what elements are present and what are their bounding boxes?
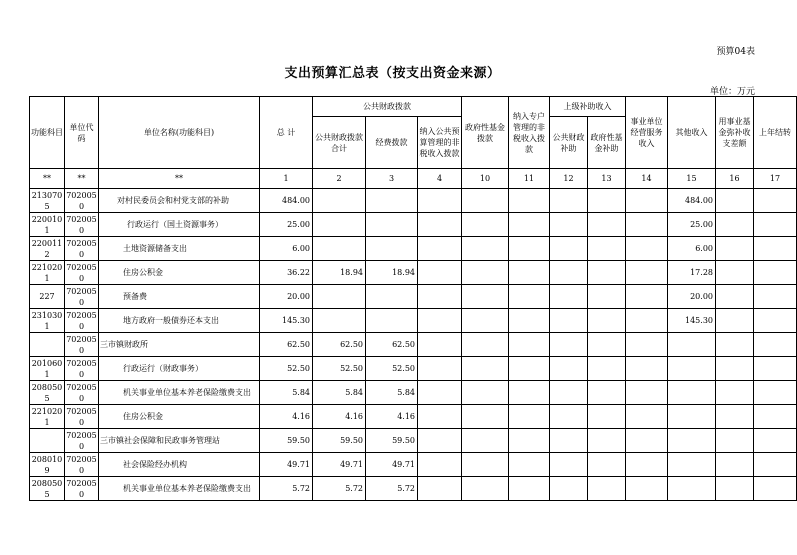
index-cell: 2 (313, 169, 366, 189)
regular-cell: 59.50 (366, 429, 418, 453)
empty-cell (509, 285, 550, 309)
empty-cell (550, 333, 588, 357)
empty-cell (418, 477, 462, 501)
total-cell: 52.50 (260, 357, 313, 381)
other-income-cell (668, 477, 716, 501)
other-income-cell (668, 333, 716, 357)
empty-cell (462, 261, 509, 285)
empty-cell (588, 189, 626, 213)
regular-cell: 49.71 (366, 453, 418, 477)
public-total-cell: 18.94 (313, 261, 366, 285)
table-row (30, 285, 797, 309)
header-public-total: 公共财政拨款合计 (313, 117, 366, 169)
total-cell: 5.84 (260, 381, 313, 405)
empty-cell (754, 189, 797, 213)
other-income-cell (668, 429, 716, 453)
func-code-cell: 2080505 (30, 381, 65, 405)
empty-cell (716, 453, 754, 477)
empty-cell (754, 453, 797, 477)
empty-cell (626, 261, 668, 285)
unit-name-cell: 住房公积金 (99, 261, 260, 285)
empty-cell (626, 333, 668, 357)
empty-cell (418, 285, 462, 309)
func-code-cell: 2080505 (30, 477, 65, 501)
unit-name-cell: 住房公积金 (99, 405, 260, 429)
total-cell: 49.71 (260, 453, 313, 477)
func-code-cell: 2010601 (30, 357, 65, 381)
table-row (30, 429, 797, 453)
empty-cell (462, 477, 509, 501)
empty-cell (462, 189, 509, 213)
unit-name-cell: 土地资源储备支出 (99, 237, 260, 261)
empty-cell (550, 357, 588, 381)
empty-cell (716, 213, 754, 237)
other-income-cell: 25.00 (668, 213, 716, 237)
func-code-cell (30, 429, 65, 453)
unit-name-cell: 机关事业单位基本养老保险缴费支出 (99, 477, 260, 501)
empty-cell (716, 405, 754, 429)
total-cell: 62.50 (260, 333, 313, 357)
unit-name-cell: 社会保险经办机构 (99, 453, 260, 477)
empty-cell (509, 381, 550, 405)
header-unit-name: 单位名称(功能科目) (99, 97, 260, 169)
total-cell: 36.22 (260, 261, 313, 285)
index-cell: 11 (509, 169, 550, 189)
header-unit-code: 单位代码 (65, 97, 99, 169)
empty-cell (626, 237, 668, 261)
header-special-mgmt: 纳入专户管理的非税收入拨款 (509, 97, 550, 169)
empty-cell (754, 357, 797, 381)
func-code-cell: 227 (30, 285, 65, 309)
header-upper-public: 公共财政补助 (550, 117, 588, 169)
empty-cell (716, 309, 754, 333)
unit-code-cell: 7020050 (66, 454, 97, 475)
regular-cell (366, 213, 418, 237)
table-row (30, 405, 797, 429)
empty-cell (588, 309, 626, 333)
empty-cell (626, 285, 668, 309)
regular-cell: 5.84 (366, 381, 418, 405)
header-public-group: 公共财政拨款 (313, 97, 462, 117)
empty-cell (754, 237, 797, 261)
empty-cell (754, 213, 797, 237)
table-row (30, 357, 797, 381)
unit-name-cell: 地方政府一般债券还本支出 (99, 309, 260, 333)
empty-cell (588, 357, 626, 381)
table-row (30, 309, 797, 333)
total-cell: 59.50 (260, 429, 313, 453)
empty-cell (754, 405, 797, 429)
empty-cell (588, 237, 626, 261)
empty-cell (550, 309, 588, 333)
empty-cell (588, 453, 626, 477)
empty-cell (462, 357, 509, 381)
public-total-cell: 59.50 (313, 429, 366, 453)
index-cell: 12 (550, 169, 588, 189)
func-code-cell: 2310301 (30, 309, 65, 333)
empty-cell (418, 213, 462, 237)
index-cell: 1 (260, 169, 313, 189)
public-total-cell (313, 309, 366, 333)
empty-cell (509, 189, 550, 213)
empty-cell (588, 405, 626, 429)
empty-cell (418, 333, 462, 357)
empty-cell (716, 477, 754, 501)
header-total: 总 计 (260, 97, 313, 169)
empty-cell (716, 333, 754, 357)
empty-cell (588, 429, 626, 453)
func-code-cell: 2200101 (30, 213, 65, 237)
empty-cell (626, 357, 668, 381)
empty-cell (462, 381, 509, 405)
empty-cell (509, 477, 550, 501)
empty-cell (716, 189, 754, 213)
other-income-cell (668, 357, 716, 381)
unit-name-cell: 行政运行（财政事务） (99, 357, 260, 381)
empty-cell (418, 309, 462, 333)
empty-cell (418, 381, 462, 405)
empty-cell (588, 333, 626, 357)
other-income-cell: 145.30 (668, 309, 716, 333)
header-gov-fund: 政府性基金拨款 (462, 97, 509, 169)
empty-cell (754, 333, 797, 357)
empty-cell (754, 309, 797, 333)
public-total-cell: 49.71 (313, 453, 366, 477)
table-row (30, 237, 797, 261)
unit-name-cell: 三市镇社会保障和民政事务管理站 (99, 429, 260, 453)
func-code-cell: 2210201 (30, 405, 65, 429)
total-cell: 5.72 (260, 477, 313, 501)
empty-cell (550, 237, 588, 261)
public-total-cell: 5.72 (313, 477, 366, 501)
empty-cell (462, 237, 509, 261)
empty-cell (588, 213, 626, 237)
total-cell: 145.30 (260, 309, 313, 333)
other-income-cell (668, 405, 716, 429)
table-row (30, 261, 797, 285)
empty-cell (754, 261, 797, 285)
empty-cell (418, 261, 462, 285)
empty-cell (716, 285, 754, 309)
other-income-cell: 20.00 (668, 285, 716, 309)
empty-cell (588, 261, 626, 285)
empty-cell (462, 285, 509, 309)
index-cell: ** (99, 169, 260, 189)
empty-cell (716, 381, 754, 405)
header-upper-group: 上级补助收入 (550, 97, 626, 117)
empty-cell (550, 213, 588, 237)
empty-cell (626, 453, 668, 477)
empty-cell (550, 381, 588, 405)
empty-cell (462, 213, 509, 237)
page-title: 支出预算汇总表（按支出资金来源） (284, 66, 501, 81)
table-row (30, 381, 797, 405)
empty-cell (550, 189, 588, 213)
index-cell: 3 (366, 169, 418, 189)
other-income-cell: 17.28 (668, 261, 716, 285)
empty-cell (588, 381, 626, 405)
table-code: 预算04表 (716, 47, 755, 57)
func-code-cell (30, 333, 65, 357)
empty-cell (418, 357, 462, 381)
table-row (30, 333, 797, 357)
index-cell: ** (65, 169, 99, 189)
unit-code-cell: 7020050 (66, 358, 97, 379)
func-code-cell: 2210201 (30, 261, 65, 285)
empty-cell (716, 357, 754, 381)
header-business-income: 事业单位经营服务收入 (626, 97, 668, 169)
empty-cell (509, 261, 550, 285)
total-cell: 20.00 (260, 285, 313, 309)
empty-cell (626, 309, 668, 333)
unit-code-cell: 7020050 (66, 214, 97, 235)
other-income-cell: 484.00 (668, 189, 716, 213)
empty-cell (418, 429, 462, 453)
total-cell: 25.00 (260, 213, 313, 237)
unit-code-cell: 7020050 (66, 334, 97, 355)
index-cell: 4 (418, 169, 462, 189)
unit-name-cell: 对村民委员会和村党支部的补助 (99, 189, 260, 213)
empty-cell (509, 237, 550, 261)
empty-cell (588, 477, 626, 501)
empty-cell (509, 453, 550, 477)
regular-cell: 5.72 (366, 477, 418, 501)
empty-cell (462, 429, 509, 453)
empty-cell (626, 213, 668, 237)
unit-code-cell: 7020050 (66, 430, 97, 451)
empty-cell (754, 285, 797, 309)
empty-cell (550, 477, 588, 501)
empty-cell (418, 237, 462, 261)
public-total-cell (313, 285, 366, 309)
unit-code-cell: 7020050 (66, 382, 97, 403)
total-cell: 4.16 (260, 405, 313, 429)
index-cell: 15 (668, 169, 716, 189)
budget-table (29, 96, 797, 501)
empty-cell (462, 333, 509, 357)
empty-cell (754, 477, 797, 501)
header-budget-mgmt: 纳入公共预算管理的非税收入拨款 (418, 117, 462, 169)
unit-name-cell: 三市镇财政所 (99, 333, 260, 357)
unit-code-cell: 7020050 (66, 262, 97, 283)
public-total-cell: 52.50 (313, 357, 366, 381)
empty-cell (418, 189, 462, 213)
unit-code-cell: 7020050 (66, 310, 97, 331)
total-cell: 484.00 (260, 189, 313, 213)
public-total-cell: 62.50 (313, 333, 366, 357)
header-upper-gov: 政府性基金补助 (588, 117, 626, 169)
empty-cell (509, 429, 550, 453)
empty-cell (550, 405, 588, 429)
regular-cell: 62.50 (366, 333, 418, 357)
index-cell: 16 (716, 169, 754, 189)
func-code-cell: 2130705 (30, 189, 65, 213)
regular-cell (366, 285, 418, 309)
public-total-cell (313, 189, 366, 213)
empty-cell (626, 477, 668, 501)
unit-code-cell: 7020050 (66, 478, 97, 499)
empty-cell (754, 429, 797, 453)
header-func-code: 功能科目 (30, 97, 65, 169)
empty-cell (626, 381, 668, 405)
header-carryover: 上年结转 (754, 97, 797, 169)
public-total-cell: 5.84 (313, 381, 366, 405)
empty-cell (509, 405, 550, 429)
index-cell: 10 (462, 169, 509, 189)
empty-cell (509, 309, 550, 333)
empty-cell (462, 309, 509, 333)
regular-cell: 18.94 (366, 261, 418, 285)
empty-cell (754, 381, 797, 405)
table-row (30, 453, 797, 477)
other-income-cell (668, 381, 716, 405)
other-income-cell (668, 453, 716, 477)
unit-name-cell: 预备费 (99, 285, 260, 309)
header-fund-balance: 用事业基金弥补收支差额 (716, 97, 754, 169)
unit-label: 单位：万元 (709, 87, 755, 97)
public-total-cell: 4.16 (313, 405, 366, 429)
unit-code-cell: 7020050 (66, 190, 97, 211)
index-cell: 14 (626, 169, 668, 189)
unit-code-cell: 7020050 (66, 238, 97, 259)
empty-cell (716, 429, 754, 453)
index-cell: 17 (754, 169, 797, 189)
unit-code-cell: 7020050 (66, 286, 97, 307)
empty-cell (509, 357, 550, 381)
empty-cell (626, 405, 668, 429)
unit-name-cell: 行政运行（国土资源事务） (99, 213, 260, 237)
other-income-cell: 6.00 (668, 237, 716, 261)
empty-cell (462, 405, 509, 429)
regular-cell: 4.16 (366, 405, 418, 429)
empty-cell (626, 189, 668, 213)
empty-cell (716, 261, 754, 285)
func-code-cell: 2200112 (30, 237, 65, 261)
regular-cell: 52.50 (366, 357, 418, 381)
func-code-cell: 2080109 (30, 453, 65, 477)
header-regular: 经费拨款 (366, 117, 418, 169)
empty-cell (550, 453, 588, 477)
public-total-cell (313, 237, 366, 261)
table-row (30, 213, 797, 237)
index-cell: 13 (588, 169, 626, 189)
empty-cell (418, 453, 462, 477)
empty-cell (509, 333, 550, 357)
public-total-cell (313, 213, 366, 237)
regular-cell (366, 309, 418, 333)
regular-cell (366, 189, 418, 213)
empty-cell (418, 405, 462, 429)
empty-cell (626, 429, 668, 453)
empty-cell (550, 261, 588, 285)
empty-cell (550, 429, 588, 453)
total-cell: 6.00 (260, 237, 313, 261)
index-cell: ** (30, 169, 65, 189)
table-row (30, 189, 797, 213)
table-row (30, 477, 797, 501)
unit-code-cell: 7020050 (66, 406, 97, 427)
empty-cell (588, 285, 626, 309)
unit-name-cell: 机关事业单位基本养老保险缴费支出 (99, 381, 260, 405)
empty-cell (716, 237, 754, 261)
empty-cell (509, 213, 550, 237)
header-other-income: 其他收入 (668, 97, 716, 169)
empty-cell (550, 285, 588, 309)
empty-cell (462, 453, 509, 477)
regular-cell (366, 237, 418, 261)
